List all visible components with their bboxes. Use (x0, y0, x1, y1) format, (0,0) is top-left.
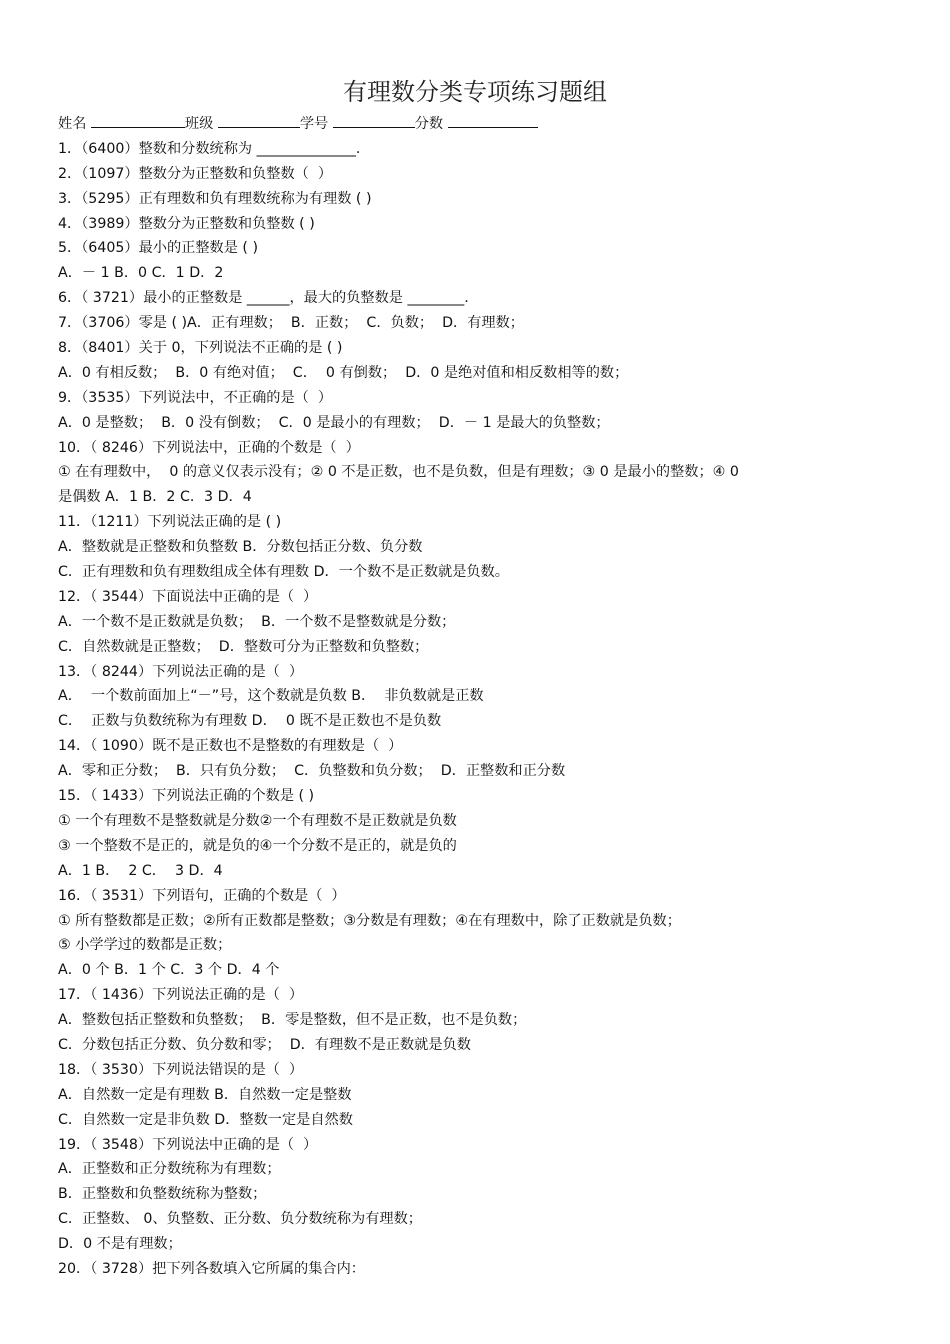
class-label: 班级 (184, 116, 214, 132)
question-12: 12．（ 3544）下面说法中正确的是（ ） (58, 588, 318, 605)
question-17-options-ab: A．整数包括正整数和负整数； B．零是整数，但不是正数，也不是负数； (58, 1012, 527, 1029)
question-12-options-cd: C．自然数就是正整数； D．整数可分为正整数和负整数； (58, 638, 429, 655)
question-19-option-c: C．正整数、 0、负整数、正分数、负分数统称为有理数； (58, 1211, 422, 1228)
page-title: 有理数分类专项练习题组 (343, 78, 607, 106)
question-9: 9．（3535）下列说法中，不正确的是（ ） (58, 389, 333, 406)
question-15-statements-34: ③ 一个整数不是正的，就是负的④一个分数不是正的，就是负的 (58, 837, 457, 854)
question-13: 13．（ 8244）下列说法正确的是（ ） (58, 663, 304, 680)
question-10: 10．（ 8246）下列说法中，正确的个数是（ ） (58, 439, 360, 456)
question-20: 20．（ 3728）把下列各数填入它所属的集合内： (58, 1260, 365, 1277)
question-13-options-ab: A． 一个数前面加上“－”号，这个数就是负数 B． 非负数就是正数 (58, 688, 484, 705)
score-label: 分数 (414, 116, 444, 132)
question-3: 3．（5295）正有理数和负有理数统称为有理数 ( ) (58, 190, 372, 207)
question-18: 18．（ 3530）下列说法错误的是（ ） (58, 1061, 304, 1078)
question-2: 2．（1097）整数分为正整数和负整数（ ） (58, 165, 333, 182)
question-16-statement-5: ⑤ 小学学过的数都是正数； (58, 937, 232, 954)
question-11-options-ab: A．整数就是正整数和负整数 B．分数包括正分数、负分数 (58, 539, 423, 556)
name-label: 姓名 (58, 116, 87, 132)
question-9-options: A．0 是整数； B．0 没有倒数； C．0 是最小的有理数； D．－ 1 是最大的负整数； (58, 414, 610, 431)
question-list (58, 112, 888, 1282)
question-18-options-ab: A．自然数一定是有理数 B．自然数一定是整数 (58, 1086, 352, 1103)
question-10-statements: ① 在有理数中， 0 的意义仅表示没有；② 0 不是正数，也不是负数，但是有理数；③ 0 是最小的整数；④ 0 (58, 464, 739, 481)
question-13-options-cd: C． 正数与负数统称为有理数 D． 0 既不是正数也不是负数 (58, 713, 442, 730)
question-19-option-a: A．正整数和正分数统称为有理数； (58, 1161, 281, 1178)
question-16: 16．（ 3531）下列语句，正确的个数是（ ） (58, 887, 346, 904)
question-18-options-cd: C．自然数一定是非负数 D．整数一定是自然数 (58, 1111, 353, 1128)
question-15-statements-12: ① 一个有理数不是整数就是分数②一个有理数不是正数就是负数 (58, 812, 457, 829)
question-19: 19．（ 3548）下列说法中正确的是（ ） (58, 1136, 318, 1153)
question-14-options: A．零和正分数； B．只有负分数； C．负整数和负分数； D．正整数和正分数 (58, 763, 566, 780)
header-fields (58, 112, 888, 137)
student-id-label: 学号 (299, 116, 329, 132)
question-11: 11．（1211）下列说法正确的是 ( ) (58, 514, 282, 531)
question-16-statements: ① 所有整数都是正数；②所有正数都是整数；③分数是有理数；④在有理数中，除了正数就是负数； (58, 912, 681, 929)
question-16-options: A．0 个 B．1 个 C．3 个 D．4 个 (58, 962, 280, 979)
name-blank[interactable] (91, 112, 185, 128)
question-4: 4．（3989）整数分为正整数和负整数 ( ) (58, 215, 315, 232)
question-12-options-ab: A．一个数不是正数就是负数； B．一个数不是整数就是分数； (58, 613, 456, 630)
question-11-options-cd: C．正有理数和负有理数组成全体有理数 D．一个数不是正数就是负数。 (58, 564, 509, 581)
question-19-option-d: D．0 不是有理数； (58, 1236, 182, 1253)
question-6: 6．（ 3721）最小的正整数是 ______，最大的负整数是 ________. (58, 290, 469, 307)
question-5: 5．（6405）最小的正整数是 ( ) (58, 240, 258, 257)
class-blank[interactable] (218, 112, 300, 128)
question-7: 7．（3706）零是 ( )A．正有理数； B．正数； C．负数； D．有理数； (58, 315, 524, 332)
question-8-options: A．0 有相反数； B．0 有绝对值； C． 0 有倒数； D．0 是绝对值和相反数相等的数； (58, 364, 629, 381)
student-id-blank[interactable] (333, 112, 415, 128)
question-15: 15．（ 1433）下列说法正确的个数是 ( ) (58, 788, 315, 805)
score-blank[interactable] (448, 112, 538, 128)
question-17-options-cd: C．分数包括正分数、负分数和零； D．有理数不是正数就是负数 (58, 1036, 471, 1053)
question-15-options: A．1 B． 2 C． 3 D．4 (58, 862, 223, 879)
question-10-options: 是偶数 A．1 B．2 C．3 D．4 (58, 489, 252, 506)
question-5-options: A．－ 1 B．0 C．1 D．2 (58, 265, 224, 282)
question-19-option-b: B．正整数和负整数统称为整数； (58, 1186, 267, 1203)
question-14: 14．（ 1090）既不是正数也不是整数的有理数是（ ） (58, 738, 403, 755)
question-8: 8．（8401）关于 0，下列说法不正确的是 ( ) (58, 340, 343, 357)
question-17: 17．（ 1436）下列说法正确的是（ ） (58, 987, 304, 1004)
question-1: 1．（6400）整数和分数统称为 ______________. (58, 140, 361, 157)
